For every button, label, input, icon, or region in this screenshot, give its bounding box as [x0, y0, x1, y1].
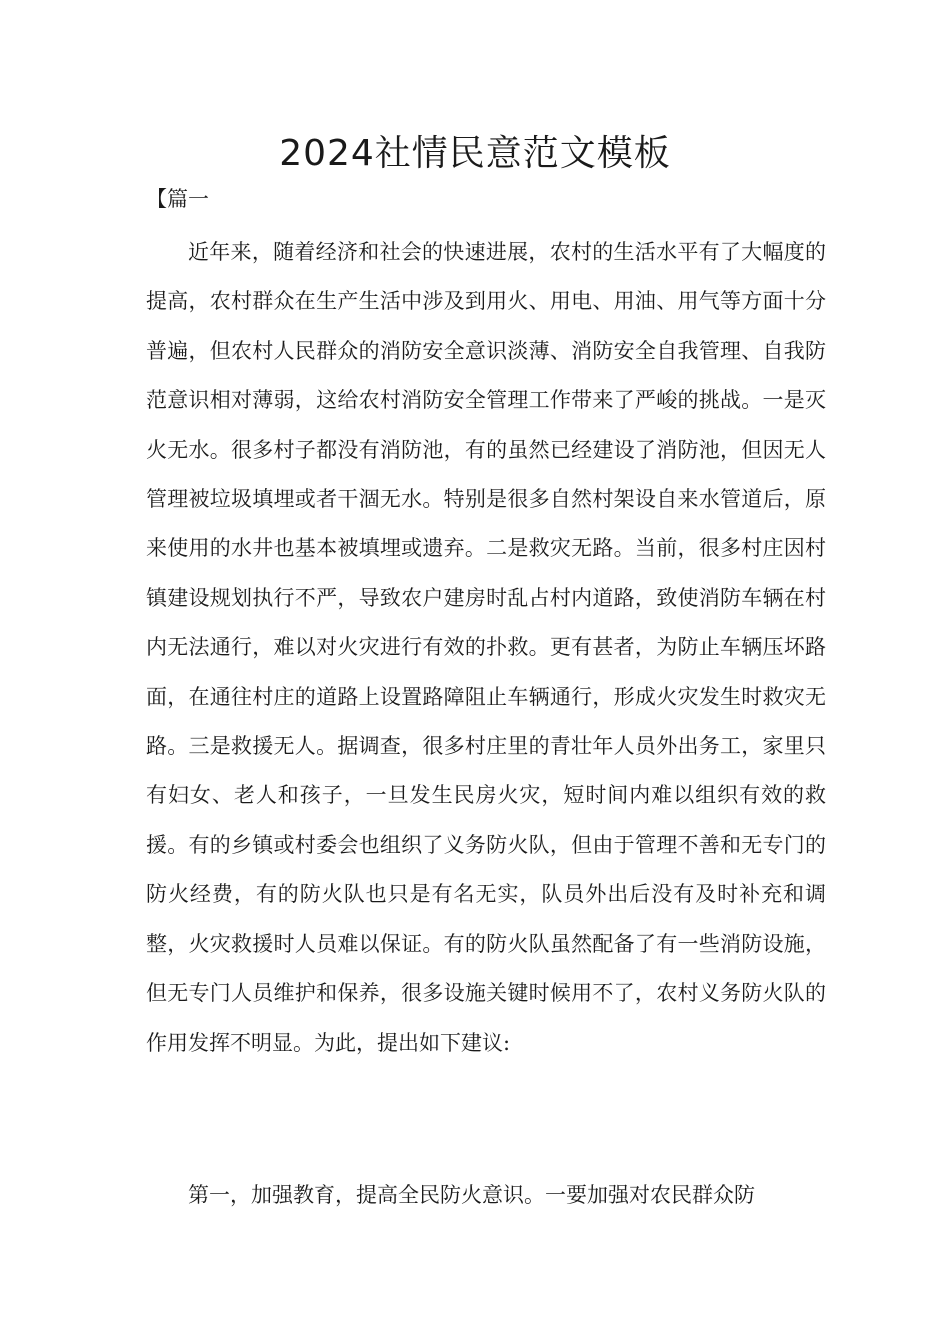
body-paragraph-1: 近年来，随着经济和社会的快速进展，农村的生活水平有了大幅度的提高，农村群众在生产生活中涉及到用火、用电、用油、用气等方面十分普遍，但农村人民群众的消防安全意识淡薄、消防安全自我管理、自我防范意识相对薄弱，这给农村消防安全管理工作带来了严峻的挑战。一是灭火无水。很多村子都没有消防池，有的虽然已经建设了消防池，但因无人管理被垃圾填埋或者干涸无水。特别是很多自然村架设自来水管道后，原来使用的水井也基本被填埋或遗弃。二是救灾无路。当前，很多村庄因村镇建设规划执行不严，导致农户建房时乱占村内道路，致使消防车辆在村内无法通行，难以对火灾进行有效的扑救。更有甚者，为防止车辆压坏路面，在通往村庄的道路上设置路障阻止车辆通行，形成火灾发生时救灾无路。三是救援无人。据调查，很多村庄里的青壮年人员外出务工，家里只有妇女、老人和孩子，一旦发生民房火灾，短时间内难以组织有效的救援。有的乡镇或村委会也组织了义务防火队，但由于管理不善和无专门的防火经费，有的防火队也只是有名无实，队员外出后没有及时补充和调整，火灾救援时人员难以保证。有的防火队虽然配备了有一些消防设施，但无专门人员维护和保养，很多设施关键时候用不了，农村义务防火队的作用发挥不明显。为此，提出如下建议: — [146, 240, 826, 1055]
document-title: 2024社情民意范文模板 — [279, 133, 671, 174]
body-paragraph-2: 第一，加强教育，提高全民防火意识。一要加强对农民群众防 — [188, 1183, 755, 1207]
section-label: 【篇一 — [146, 187, 209, 211]
